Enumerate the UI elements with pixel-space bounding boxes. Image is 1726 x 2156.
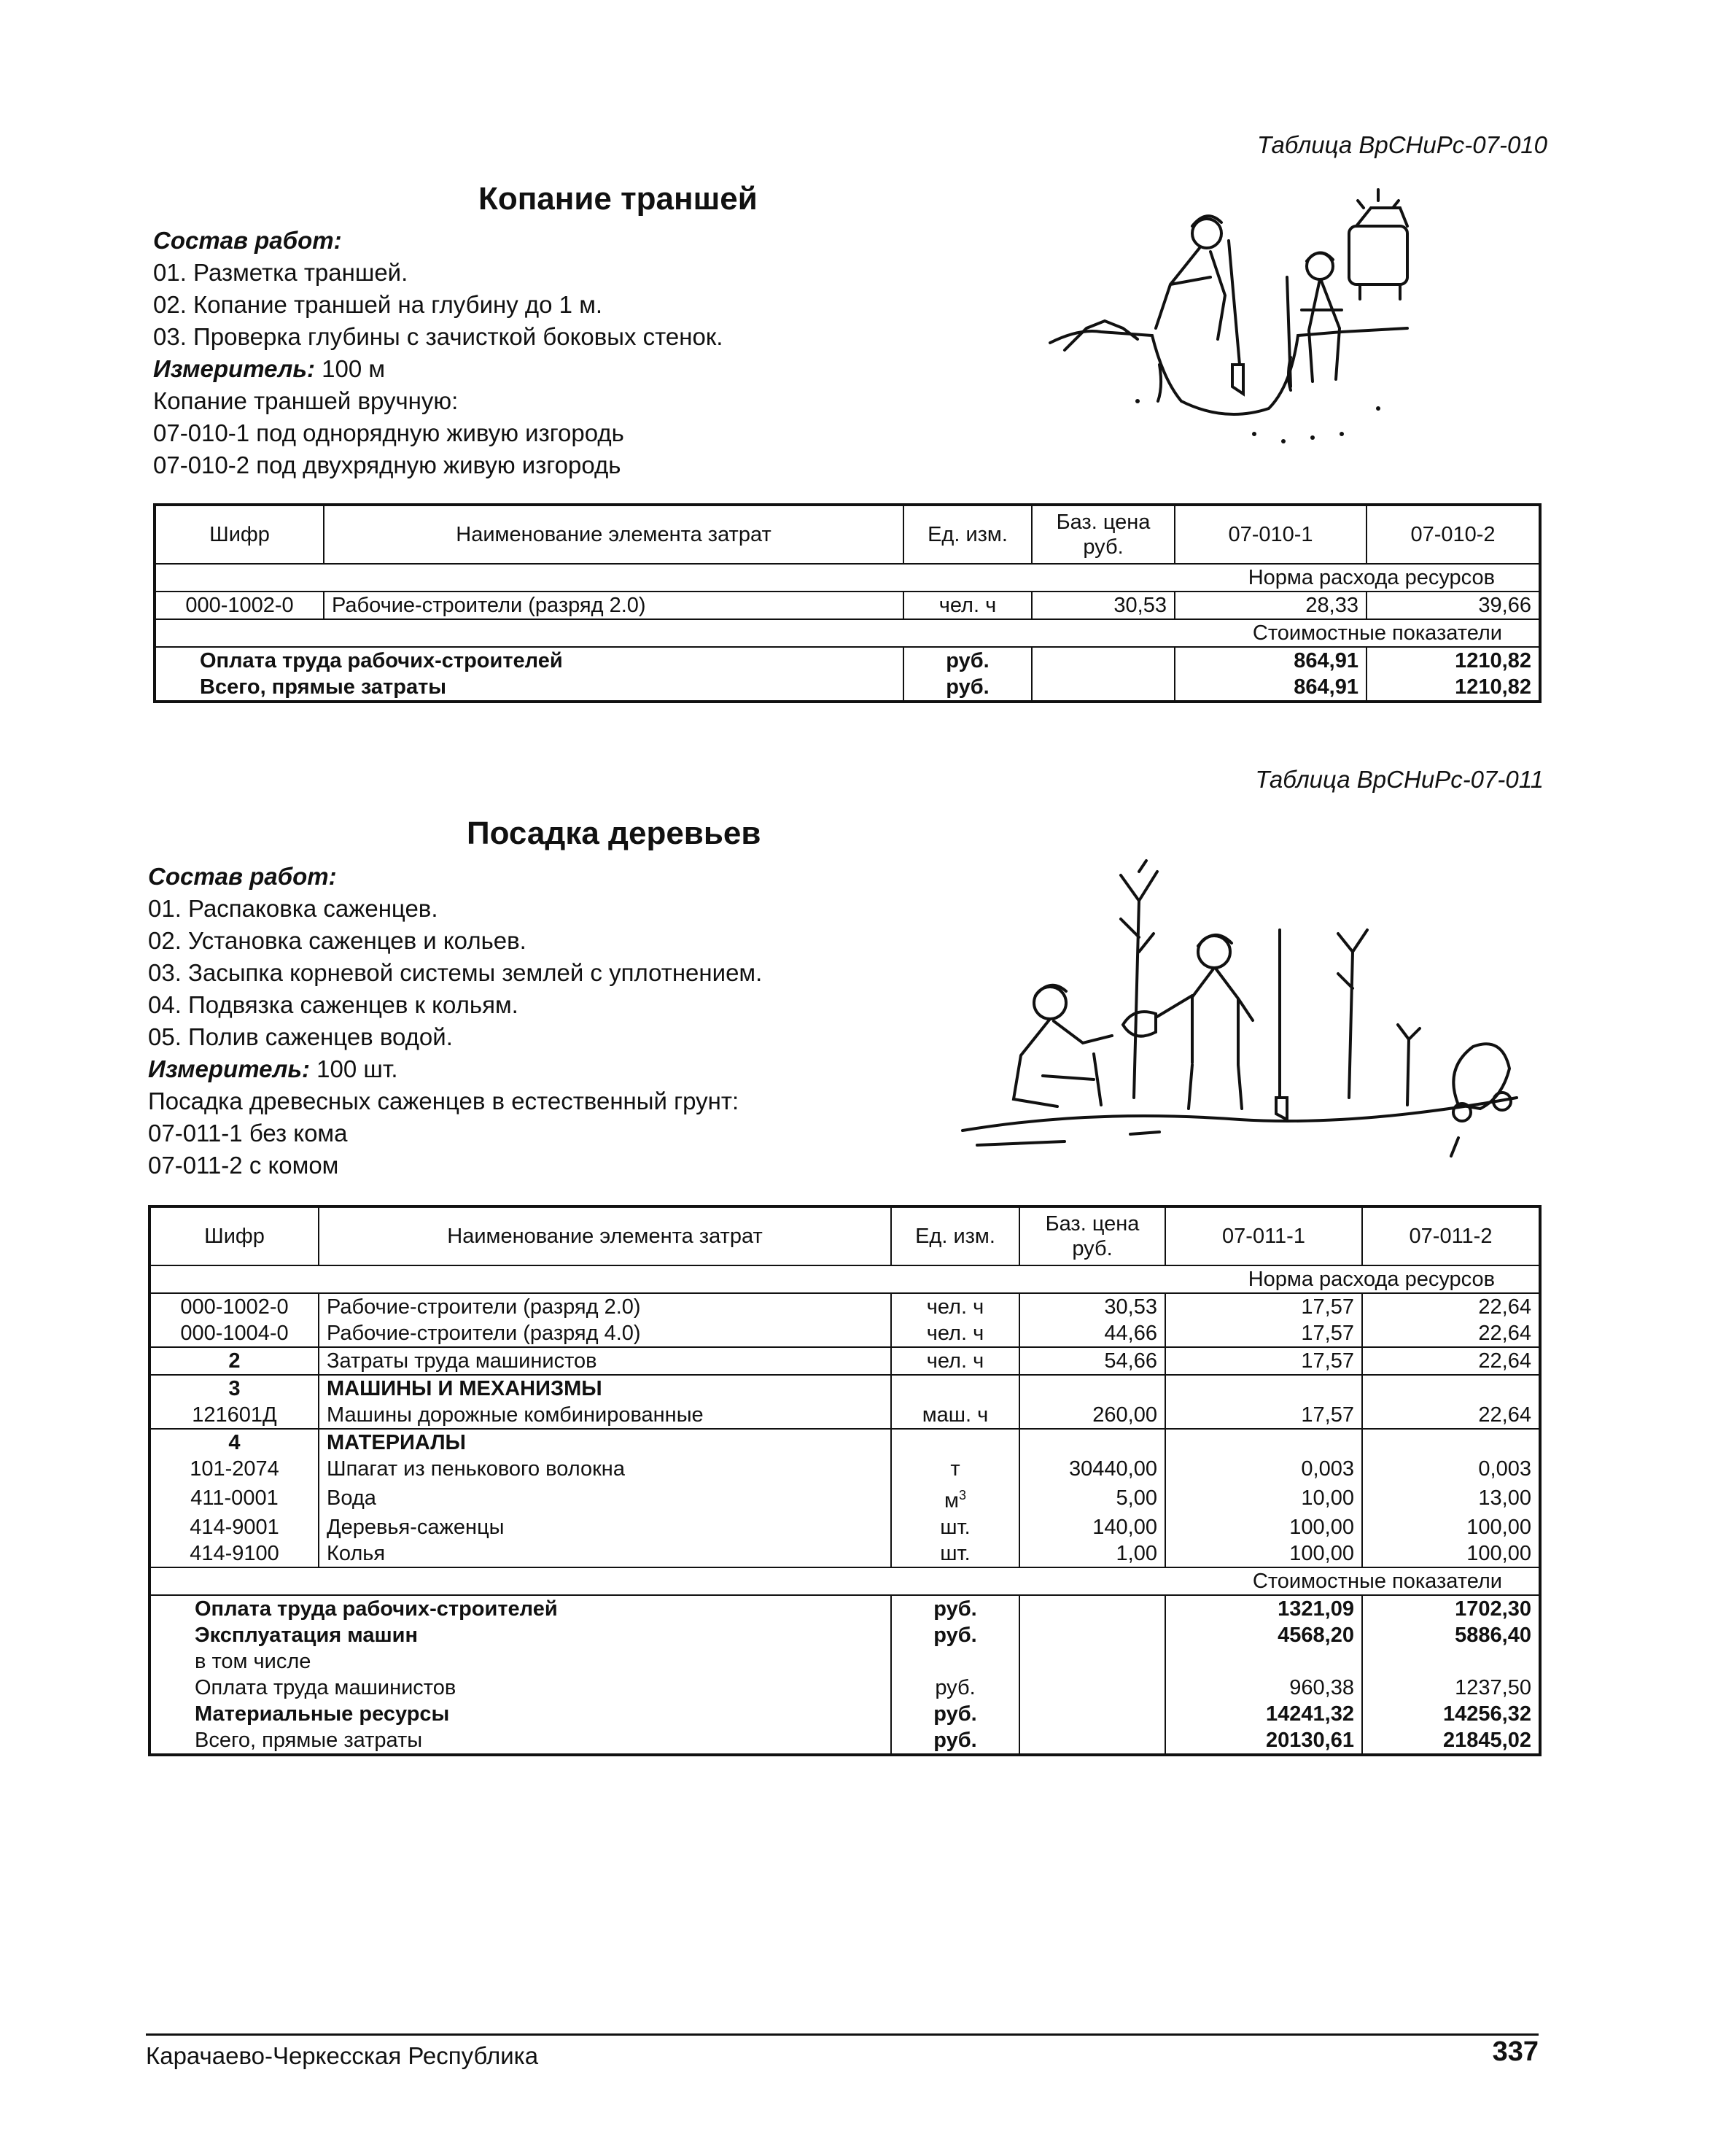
cell-unit: чел. ч — [891, 1320, 1019, 1347]
cell-unit: шт. — [891, 1540, 1019, 1567]
header-price: Баз. цена руб. — [1032, 505, 1175, 564]
cost-v1: 1321,09 — [1165, 1595, 1362, 1622]
cost-v2: 1237,50 — [1362, 1675, 1540, 1701]
cell-v2: 22,64 — [1362, 1402, 1540, 1429]
group-code: 3 — [149, 1375, 319, 1402]
cell-name: Шпагат из пенькового волокна — [319, 1456, 891, 1482]
cell-price: 30,53 — [1019, 1293, 1165, 1320]
cost-unit: руб. — [891, 1701, 1019, 1727]
cell-name: Затраты труда машинистов — [319, 1347, 891, 1375]
table-header-row — [149, 1206, 1540, 1265]
header-name: Наименование элемента затрат — [324, 505, 903, 564]
cost-price-empty — [1032, 647, 1175, 674]
group-row — [149, 1375, 1540, 1402]
cell-v2: 100,00 — [1362, 1540, 1540, 1567]
cell-v1: 28,33 — [1175, 592, 1367, 619]
band-cost-row — [155, 619, 1540, 647]
cell-v2: 22,64 — [1362, 1293, 1540, 1320]
cell-price: 5,00 — [1019, 1482, 1165, 1514]
cost-unit: руб. — [891, 1622, 1019, 1648]
band-norm: Норма расхода ресурсов — [149, 1265, 1540, 1293]
table-row — [149, 1514, 1540, 1540]
cost-name: Всего, прямые затраты — [149, 1727, 891, 1755]
cell-price: 260,00 — [1019, 1402, 1165, 1429]
table-row — [149, 1540, 1540, 1567]
measure-value: 100 м — [315, 355, 386, 382]
cell-v2: 13,00 — [1362, 1482, 1540, 1514]
cost-row — [149, 1675, 1540, 1701]
band-norm-row — [149, 1265, 1540, 1293]
band-cost: Стоимостные показатели — [155, 619, 1540, 647]
footer-divider — [146, 2033, 1539, 2036]
cell-name: Колья — [319, 1540, 891, 1567]
cell-code: 2 — [149, 1347, 319, 1375]
cost-v1: 20130,61 — [1165, 1727, 1362, 1755]
cost-price-empty — [1019, 1701, 1165, 1727]
group-name: МАШИНЫ И МЕХАНИЗМЫ — [319, 1375, 891, 1402]
cell-name: Рабочие-строители (разряд 4.0) — [319, 1320, 891, 1347]
cell-code: 411-0001 — [149, 1482, 319, 1514]
cost-unit: руб. — [891, 1727, 1019, 1755]
variant-item: 07-010-2 под двухрядную живую изгородь — [153, 451, 621, 478]
step-item: 02. Копание траншей на глубину до 1 м. — [153, 291, 603, 318]
cell-code: 414-9100 — [149, 1540, 319, 1567]
step-item: 03. Проверка глубины с зачисткой боковых стенок. — [153, 323, 723, 350]
band-cost-row — [149, 1567, 1540, 1595]
trench-digging-illustration — [1035, 182, 1422, 459]
cost-v1 — [1165, 1648, 1362, 1675]
section-text-1 — [153, 225, 723, 481]
cost-price-empty — [1032, 674, 1175, 702]
cell-v1: 10,00 — [1165, 1482, 1362, 1514]
page-number: 337 — [1492, 2036, 1539, 2067]
section-text-2 — [148, 861, 762, 1182]
header-code: Шифр — [155, 505, 324, 564]
header-variant-2: 07-011-2 — [1362, 1206, 1540, 1265]
cell-v2: 100,00 — [1362, 1514, 1540, 1540]
cost-row — [155, 674, 1540, 702]
variant-item: 07-010-1 под однорядную живую изгородь — [153, 419, 624, 446]
cell-code: 000-1004-0 — [149, 1320, 319, 1347]
table-row — [149, 1347, 1540, 1375]
section-title-1: Копание траншей — [478, 181, 758, 217]
cost-price-empty — [1019, 1648, 1165, 1675]
cost-unit: руб. — [903, 647, 1032, 674]
group-code: 4 — [149, 1429, 319, 1456]
cell-v1: 100,00 — [1165, 1540, 1362, 1567]
measure-label: Измеритель: — [148, 1055, 310, 1082]
step-item: 04. Подвязка саженцев к кольям. — [148, 991, 518, 1018]
cost-v1: 864,91 — [1175, 674, 1367, 702]
cost-name: Оплата труда машинистов — [149, 1675, 891, 1701]
band-cost: Стоимостные показатели — [149, 1567, 1540, 1595]
cell-code: 000-1002-0 — [155, 592, 324, 619]
cost-v2: 21845,02 — [1362, 1727, 1540, 1755]
band-norm: Норма расхода ресурсов — [155, 564, 1540, 592]
section-title-2: Посадка деревьев — [467, 815, 761, 851]
header-unit: Ед. изм. — [903, 505, 1032, 564]
header-code: Шифр — [149, 1206, 319, 1265]
composition-label: Состав работ: — [148, 863, 337, 890]
header-name: Наименование элемента затрат — [319, 1206, 891, 1265]
cell-unit: чел. ч — [903, 592, 1032, 619]
measure-value: 100 шт. — [310, 1055, 398, 1082]
header-unit: Ед. изм. — [891, 1206, 1019, 1265]
composition-label: Состав работ: — [153, 227, 342, 254]
table-row — [155, 592, 1540, 619]
cell-code: 000-1002-0 — [149, 1293, 319, 1320]
cost-v1: 960,38 — [1165, 1675, 1362, 1701]
cost-unit: руб. — [903, 674, 1032, 702]
cell-code: 121601Д — [149, 1402, 319, 1429]
step-item: 01. Распаковка саженцев. — [148, 895, 438, 922]
cell-price: 54,66 — [1019, 1347, 1165, 1375]
cell-v1: 17,57 — [1165, 1402, 1362, 1429]
group-row — [149, 1429, 1540, 1456]
cost-v2: 14256,32 — [1362, 1701, 1540, 1727]
cell-unit: $м^3$ — [891, 1482, 1019, 1514]
cost-v2: 1210,82 — [1367, 674, 1540, 702]
cost-row — [149, 1622, 1540, 1648]
header-variant-1: 07-011-1 — [1165, 1206, 1362, 1265]
cost-name: в том числе — [149, 1648, 891, 1675]
cell-v1: 17,57 — [1165, 1320, 1362, 1347]
cost-v2: 1702,30 — [1362, 1595, 1540, 1622]
table-row — [149, 1320, 1540, 1347]
cell-code: 101-2074 — [149, 1456, 319, 1482]
cell-price: 140,00 — [1019, 1514, 1165, 1540]
cell-price: 1,00 — [1019, 1540, 1165, 1567]
cell-code: 414-9001 — [149, 1514, 319, 1540]
cost-row — [149, 1727, 1540, 1755]
cost-row — [149, 1595, 1540, 1622]
cell-v1: 100,00 — [1165, 1514, 1362, 1540]
step-item: 01. Разметка траншей. — [153, 259, 408, 286]
cell-unit: т — [891, 1456, 1019, 1482]
cost-name: Оплата труда рабочих-строителей — [155, 647, 903, 674]
cell-price: 30,53 — [1032, 592, 1175, 619]
band-norm-row — [155, 564, 1540, 592]
variant-item: 07-011-2 с комом — [148, 1152, 339, 1179]
cost-unit — [891, 1648, 1019, 1675]
cost-name: Оплата труда рабочих-строителей — [149, 1595, 891, 1622]
cost-v1: 4568,20 — [1165, 1622, 1362, 1648]
table-row — [149, 1482, 1540, 1514]
cell-unit: чел. ч — [891, 1347, 1019, 1375]
step-item: 03. Засыпка корневой системы землей с уплотнением. — [148, 959, 763, 986]
cell-v1: 0,003 — [1165, 1456, 1362, 1482]
tree-planting-illustration — [948, 857, 1531, 1163]
cell-price: 30440,00 — [1019, 1456, 1165, 1482]
resource-table-1 — [153, 503, 1542, 703]
step-item: 02. Установка саженцев и кольев. — [148, 927, 526, 954]
cost-name: Эксплуатация машин — [149, 1622, 891, 1648]
header-variant-1: 07-010-1 — [1175, 505, 1367, 564]
cell-v2: 0,003 — [1362, 1456, 1540, 1482]
header-variant-2: 07-010-2 — [1367, 505, 1540, 564]
table-row — [149, 1293, 1540, 1320]
resource-table-2 — [148, 1205, 1542, 1756]
cell-name: Рабочие-строители (разряд 2.0) — [319, 1293, 891, 1320]
cell-v1: 17,57 — [1165, 1347, 1362, 1375]
header-price: Баз. цена руб. — [1019, 1206, 1165, 1265]
table-header-row — [155, 505, 1540, 564]
variant-item: 07-011-1 без кома — [148, 1120, 348, 1147]
cost-v1: 14241,32 — [1165, 1701, 1362, 1727]
table-row — [149, 1456, 1540, 1482]
cost-unit: руб. — [891, 1675, 1019, 1701]
cost-price-empty — [1019, 1595, 1165, 1622]
cell-v2: 22,64 — [1362, 1347, 1540, 1375]
footer-region: Карачаево-Черкесская Республика — [146, 2042, 539, 2069]
cell-v1: 17,57 — [1165, 1293, 1362, 1320]
cost-price-empty — [1019, 1675, 1165, 1701]
cost-unit: руб. — [891, 1595, 1019, 1622]
cost-row — [149, 1701, 1540, 1727]
cell-price: 44,66 — [1019, 1320, 1165, 1347]
group-name: МАТЕРИАЛЫ — [319, 1429, 891, 1456]
table-caption-1: Таблица ВрСНиРс-07-010 — [1257, 131, 1547, 158]
cost-v1: 864,91 — [1175, 647, 1367, 674]
table-row — [149, 1402, 1540, 1429]
unit-superscript: 3 — [958, 1488, 966, 1502]
intro-text: Посадка древесных саженцев в естественный грунт: — [148, 1087, 739, 1114]
intro-text: Копание траншей вручную: — [153, 387, 459, 414]
cell-name: Вода — [319, 1482, 891, 1514]
cell-unit: чел. ч — [891, 1293, 1019, 1320]
cost-row — [155, 647, 1540, 674]
cost-name: Материальные ресурсы — [149, 1701, 891, 1727]
cost-v2: 5886,40 — [1362, 1622, 1540, 1648]
cell-name: Деревья-саженцы — [319, 1514, 891, 1540]
cost-v2: 1210,82 — [1367, 647, 1540, 674]
measure-label: Измеритель: — [153, 355, 315, 382]
cell-v2: 39,66 — [1367, 592, 1540, 619]
cost-price-empty — [1019, 1727, 1165, 1755]
table-caption-2: Таблица ВрСНиРс-07-011 — [1255, 766, 1544, 793]
cost-price-empty — [1019, 1622, 1165, 1648]
cell-unit: шт. — [891, 1514, 1019, 1540]
cell-name: Машины дорожные комбинированные — [319, 1402, 891, 1429]
cost-row — [149, 1648, 1540, 1675]
cost-name: Всего, прямые затраты — [155, 674, 903, 702]
cell-unit: маш. ч — [891, 1402, 1019, 1429]
cell-name: Рабочие-строители (разряд 2.0) — [324, 592, 903, 619]
step-item: 05. Полив саженцев водой. — [148, 1023, 453, 1050]
cell-v2: 22,64 — [1362, 1320, 1540, 1347]
cost-v2 — [1362, 1648, 1540, 1675]
